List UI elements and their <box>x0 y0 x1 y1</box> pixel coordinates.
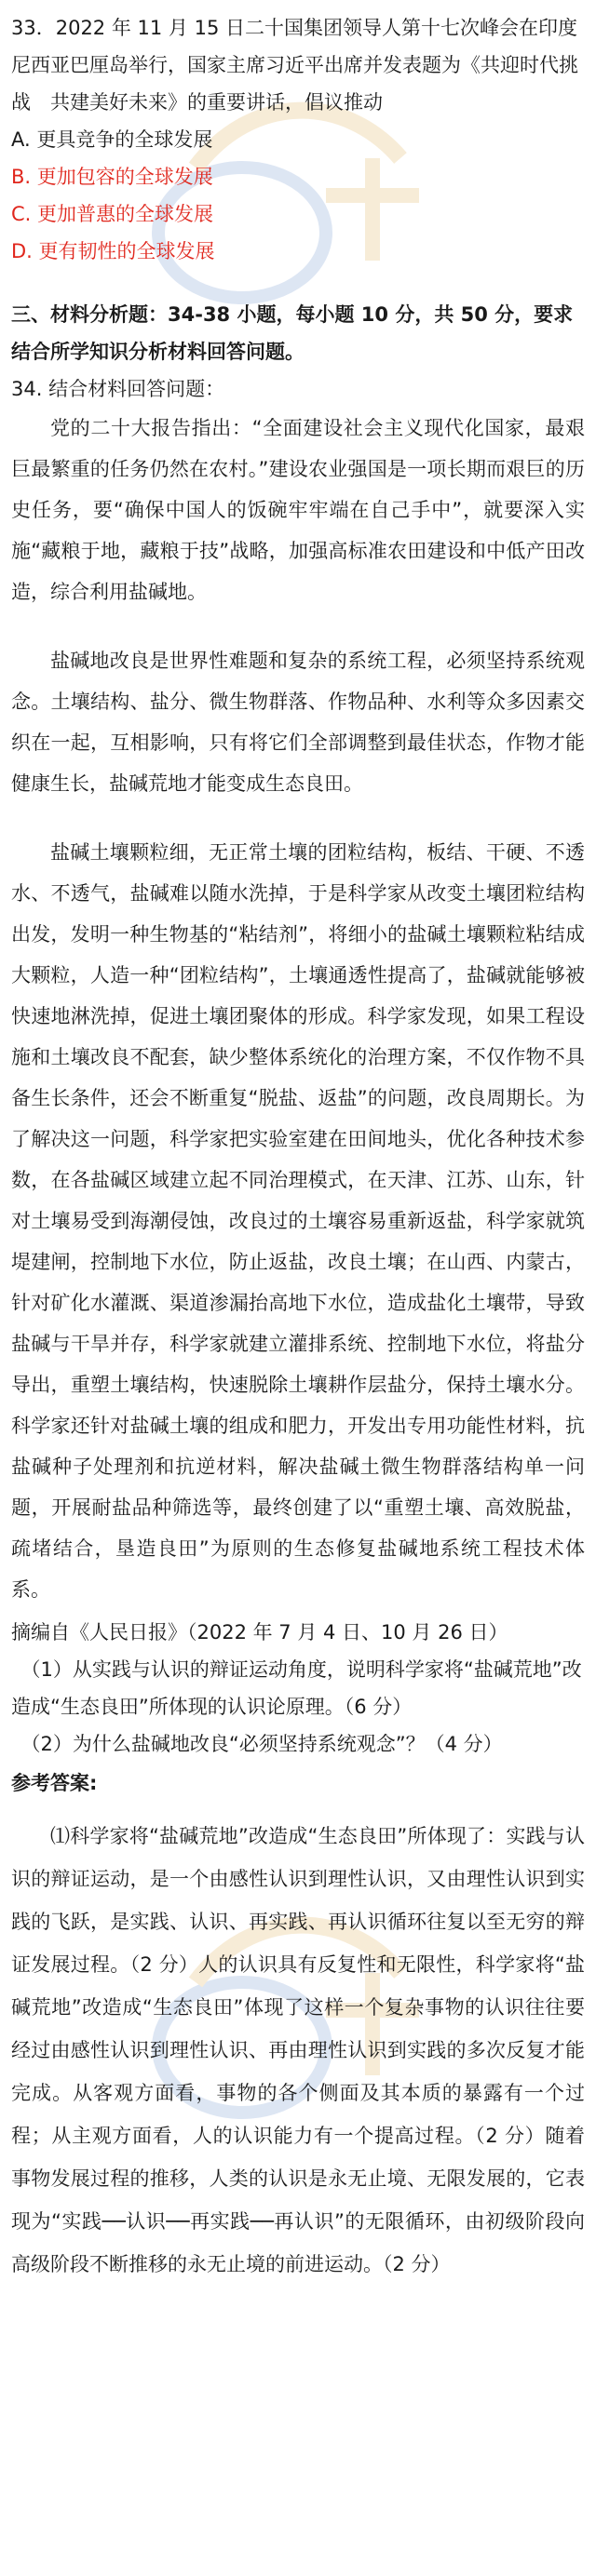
material-paragraph-1: 党的二十大报告指出：“全面建设社会主义现代化国家，最艰巨最繁重的任务仍然在农村。”建设农业强国是一项长期而艰巨的历史任务，要“确保中国人的饭碗牢牢端在自己手中”，就要深入实施“藏粮于地，藏粮于技”战略，加强高标准农田建设和中低产田改造，综合利用盐碱地。 <box>11 417 585 603</box>
answer-label: 参考答案: <box>11 1772 98 1794</box>
sub-question-2: （2）为什么盐碱地改良“必须坚持系统观念”？（4 分） <box>20 1733 503 1755</box>
option-b: B. 更加包容的全球发展 <box>11 166 213 188</box>
option-c: C. 更加普惠的全球发展 <box>11 203 214 225</box>
material-paragraph-2: 盐碱地改良是世界性难题和复杂的系统工程，必须坚持系统观念。土壤结构、盐分、微生物群落、作物品种、水利等众多因素交织在一起，互相影响，只有将它们全部调整到最佳状态，作物才能健康生长，盐碱荒地才能变成生态良田。 <box>11 650 585 795</box>
option-a: A. 更具竞争的全球发展 <box>11 128 213 151</box>
section-3-heading: 三、材料分析题：34-38 小题，每小题 10 分，共 50 分，要求结合所学知识分析材料回答问题。 <box>11 303 574 363</box>
answer-text: ⑴科学家将“盐碱荒地”改造成“生态良田”所体现了：实践与认识的辩证运动，是一个由感性认识到理性认识，又由理性认识到实践的飞跃，是实践、认识、再实践、再认识循环往复以至无穷的辩证发展过程。（2 分）人的认识具有反复性和无限性，科学家将“盐碱荒地”改造成“生态良田”体现了这样一个复杂事物的认识往往要经过由感性认识到理性认识、再由理性认识到实践的多次反复才能完成。从客观方面看，事物的各个侧面及其本质的暴露有一个过程；从主观方面看，人的认识能力有一个提高过程。（2 分）随着事物发展过程的推移，人类的认识是永无止境、无限发展的，它表现为“实践──认识──再实践──再认识”的无限循环，由初级阶段向高级阶段不断推移的永无止境的前进运动。（2 分） <box>11 1825 585 2275</box>
question-33-stem: 33．2022 年 11 月 15 日二十国集团领导人第十七次峰会在印度尼西亚巴厘岛举行，国家主席习近平出席并发表题为《共迎时代挑战 共建美好未来》的重要讲话，倡议推动 <box>11 17 578 114</box>
document-content <box>11 9 585 2286</box>
material-source: 摘编自《人民日报》（2022 年 7 月 4 日、10 月 26 日） <box>11 1621 508 1644</box>
sub-question-1: （1）从实践与认识的辩证运动角度，说明科学家将“盐碱荒地”改造成“生态良田”所体现的认识论原理。（6 分） <box>11 1658 582 1718</box>
question-34-intro: 34. 结合材料回答问题： <box>11 378 225 400</box>
material-paragraph-3: 盐碱土壤颗粒细，无正常土壤的团粒结构，板结、干硬、不透水、不透气，盐碱难以随水洗掉，于是科学家从改变土壤团粒结构出发，发明一种生物基的“粘结剂”，将细小的盐碱土壤颗粒粘结成大颗粒，人造一种“团粒结构”，土壤通透性提高了，盐碱就能够被快速地淋洗掉，促进土壤团聚体的形成。科学家发现，如果工程设施和土壤改良不配套，缺少整体系统化的治理方案，不仅作物不具备生长条件，还会不断重复“脱盐、返盐”的问题，改良周期长。为了解决这一问题，科学家把实验室建在田间地头，优化各种技术参数，在各盐碱区域建立起不同治理模式，在天津、江苏、山东，针对土壤易受到海潮侵蚀，改良过的土壤容易重新返盐，科学家就筑堤建闸，控制地下水位，防止返盐，改良土壤；在山西、内蒙古，针对矿化水灌溉、渠道渗漏抬高地下水位，造成盐化土壤带，导致盐碱与干旱并存，科学家就建立灌排系统、控制地下水位，将盐分导出，重塑土壤结构，快速脱除土壤耕作层盐分，保持土壤水分。科学家还针对盐碱土壤的组成和肥力，开发出专用功能性材料，抗盐碱种子处理剂和抗逆材料，解决盐碱土微生物群落结构单一问题，开展耐盐品种筛选等，最终创建了以“重塑土壤、高效脱盐，疏堵结合，垦造良田”为原则的生态修复盐碱地系统工程技术体系。 <box>11 841 585 1601</box>
option-d: D. 更有韧性的全球发展 <box>11 240 215 262</box>
